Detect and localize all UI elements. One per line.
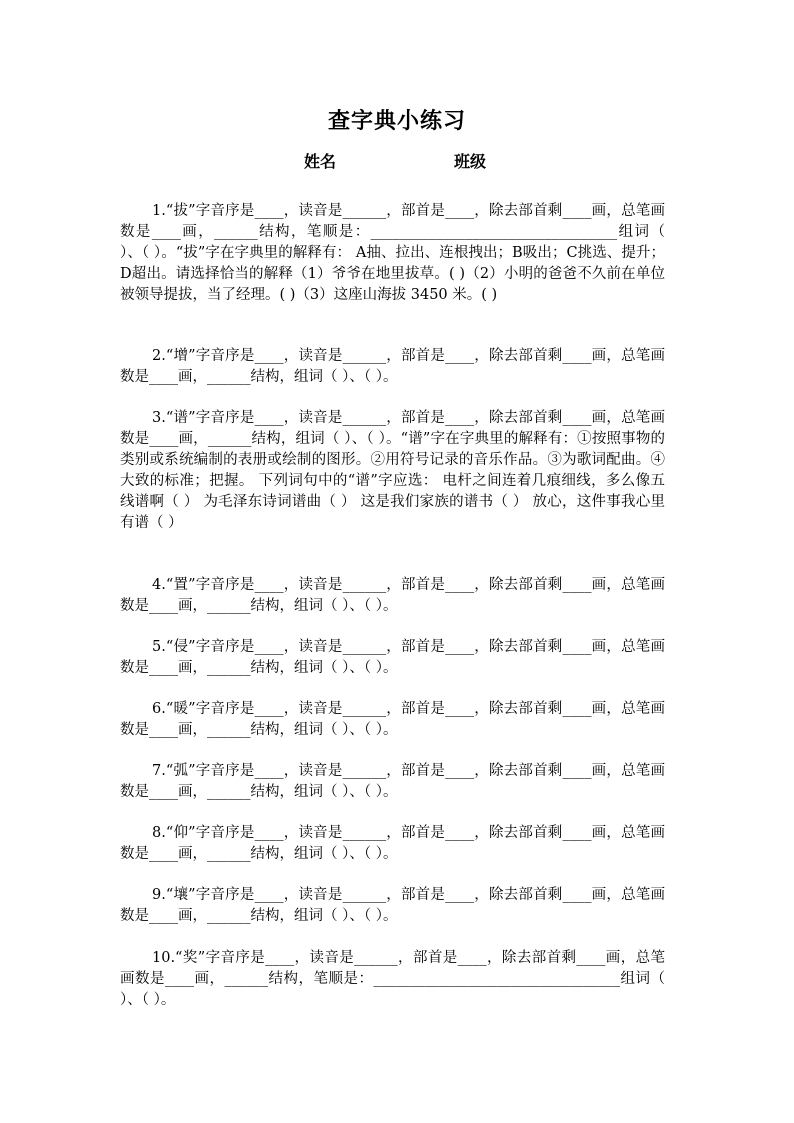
question-text: 3.“谱”字音序是____，读音是______，部首是____，除去部首剩____画，总笔画数是____画，______结构，组词（ ）、（ ）。“谱”字在字典里的解释有：①按照事物的类别或系统编制的表册或绘制的图形。②用符号记录的音乐作品。③为歌词配曲。④大致的标准；把握。 下列词句中的“谱”字应选： 电杆之间连着几痕细线，多么像五线谱啊（ ） 为毛泽东诗词谱曲（ ） 这是我们家族的谱书（ ） 放心，这件事我心里有谱（ ）: [120, 410, 665, 531]
question-5: [120, 637, 665, 679]
page-title: 查字典小练习: [327, 108, 466, 134]
question-text: 10.“奖”字音序是____，读音是______，部首是____，除去部首剩____画，总笔画数是____画，______结构，笔顺是：__________________________________组词（ ）、（ ）。: [120, 950, 665, 1008]
question-text: 6.“暖”字音序是____，读音是______，部首是____，除去部首剩____画，总笔画数是____画，______结构，组词（ ）、（ ）。: [120, 701, 665, 738]
question-text: 7.“弧”字音序是____，读音是______，部首是____，除去部首剩____画，总笔画数是____画，______结构，组词（ ）、（ ）。: [120, 763, 665, 800]
question-4: [120, 575, 665, 617]
question-10: [120, 948, 665, 1011]
question-text: 4.“置”字音序是____，读音是______，部首是____，除去部首剩____画，总笔画数是____画，______结构，组词（ ）、（ ）。: [120, 577, 665, 614]
question-text: 1.“拔”字音序是____，读音是______，部首是____，除去部首剩____画，总笔画数是____画，______结构，笔顺是：__________________________________组词（ ）、（ ）。“拔”字在字典里的解释有： A抽、拉出、连根拽出；B吸出；C挑选、提升；D超出。请选择恰当的解释（1）爷爷在地里拔草。( )（2）小明的爸爸不久前在单位被领导提拔，当了经理。( )（3）这座山海拔 3450 米。( ): [120, 203, 665, 303]
question-text: 8.“仰”字音序是____，读音是______，部首是____，除去部首剩____画，总笔画数是____画，______结构，组词（ ）、（ ）。: [120, 825, 665, 862]
name-label: 姓名: [304, 152, 337, 171]
question-6: [120, 699, 665, 741]
question-text: 5.“侵”字音序是____，读音是______，部首是____，除去部首剩____画，总笔画数是____画，______结构，组词（ ）、（ ）。: [120, 639, 665, 676]
question-2: [120, 346, 665, 388]
question-9: [120, 885, 665, 927]
question-text: 2.“增”字音序是____，读音是______，部首是____，除去部首剩____画，总笔画数是____画，______结构，组词（ ）、（ ）。: [120, 348, 665, 385]
question-3: [120, 408, 665, 534]
question-7: [120, 761, 665, 803]
question-text: 9.“壤”字音序是____，读音是______，部首是____，除去部首剩____画，总笔画数是____画，______结构，组词（ ）、（ ）。: [120, 887, 665, 924]
question-8: [120, 823, 665, 865]
class-label: 班级: [454, 152, 487, 171]
question-1: [120, 201, 665, 306]
